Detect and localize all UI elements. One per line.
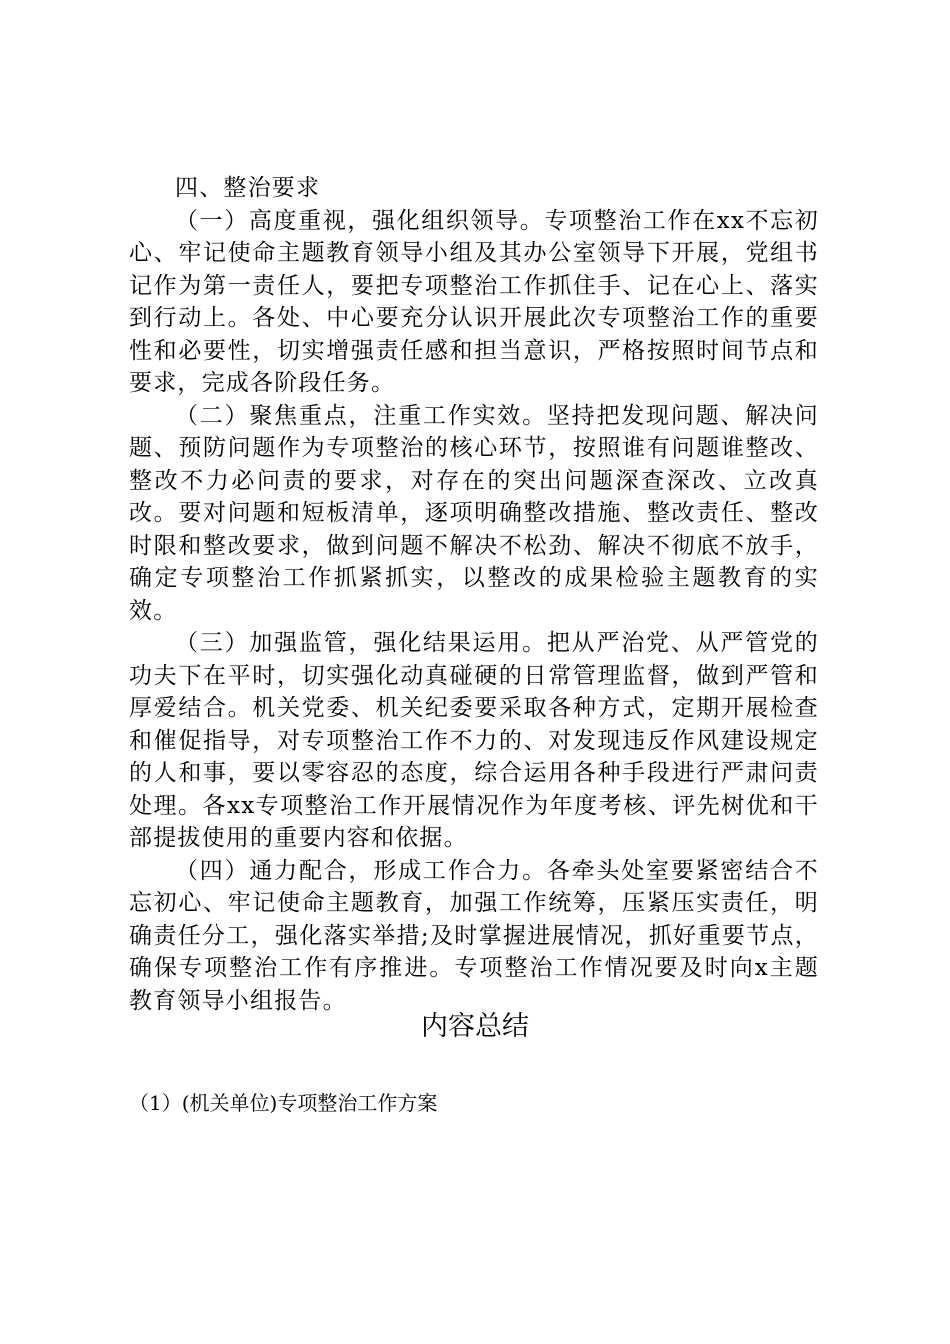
paragraph-1: （一）高度重视，强化组织领导。专项整治工作在xx不忘初心、牢记使命主题教育领导小组及其办公室领导下开展，党组书记作为第一责任人，要把专项整治工作抓住手、记在心上、落实到行动上。各处、中心要充分认识开展此次专项整治工作的重要性和必要性，切实增强责任感和担当意识，严格按照时间节点和要求，完成各阶段任务。 [129, 207, 819, 396]
paragraph-3: （三）加强监管，强化结果运用。把从严治党、从严管党的功夫下在平时，切实强化动真碰硬的日常管理监督，做到严管和厚爱结合。机关党委、机关纪委要采取各种方式，定期开展检查和催促指导，对专项整治工作不力的、对发现违反作风建设规定的人和事，要以零容忍的态度，综合运用各种手段进行严肃问责处理。各xx专项整治工作开展情况作为年度考核、评先树优和干部提拔使用的重要内容和依据。 [129, 630, 819, 851]
paragraph-4: （四）通力配合，形成工作合力。各牵头处室要紧密结合不忘初心、牢记使命主题教育，加强工作统筹，压紧压实责任，明确责任分工，强化落实举措;及时掌握进展情况，抓好重要节点，确保专项整治工作有序推进。专项整治工作情况要及时向x主题教育领导小组报告。 [129, 857, 819, 1014]
section-heading: 四、整治要求 [175, 175, 321, 201]
summary-item: （1）(机关单位)专项整治工作方案 [129, 1091, 438, 1115]
document-body [129, 172, 819, 1017]
paragraph-2: （二）聚焦重点，注重工作实效。坚持把发现问题、解决问题、预防问题作为专项整治的核心环节，按照谁有问题谁整改、整改不力必问责的要求，对存在的突出问题深查深改、立改真改。要对问题和短板清单，逐项明确整改措施、整改责任、整改时限和整改要求，做到问题不解决不松劲、解决不彻底不放手，确定专项整治工作抓紧抓实，以整改的成果检验主题教育的实效。 [129, 402, 819, 624]
summary-title: 内容总结 [421, 1011, 529, 1042]
